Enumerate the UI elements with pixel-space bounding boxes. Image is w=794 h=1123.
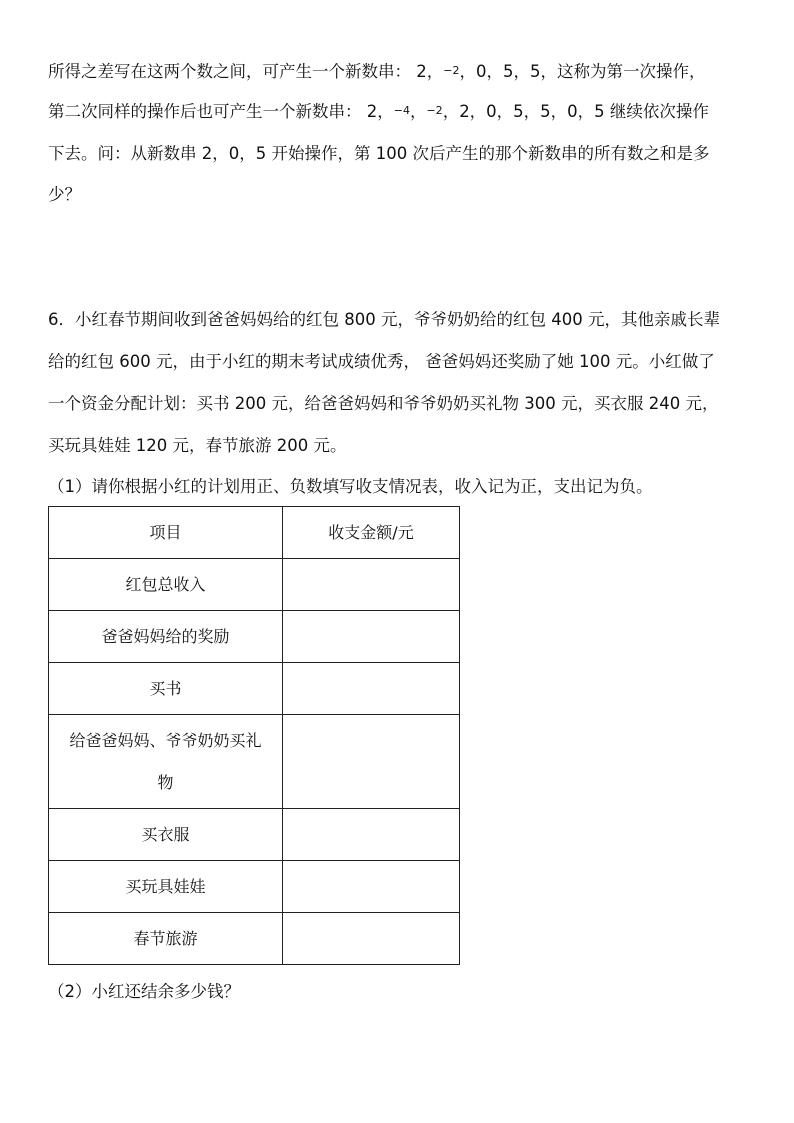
table-row — [49, 663, 460, 715]
problem6-part-2-question: （2）小红还结余多少钱？ — [48, 982, 240, 1001]
row-item-label-line-1: 给爸爸妈妈、爷爷奶奶买礼 — [69, 730, 262, 750]
row-item-label: 春节旅游 — [49, 913, 283, 965]
row-item-label: 红包总收入 — [49, 559, 283, 611]
problem5-line-2 — [48, 100, 709, 123]
row-item-label: 爸爸妈妈给的奖励 — [49, 611, 283, 663]
sequence-rest: ，2，0，5，5，0，5 继续依次操作 — [442, 102, 709, 121]
problem5-line-2-text: 第二次同样的操作后也可产生一个新数串： — [48, 102, 362, 121]
row-amount-cell[interactable] — [283, 715, 460, 809]
table-header-amount: 收支金额/元 — [283, 507, 460, 559]
negative-number: −4 — [393, 104, 410, 117]
table-header-item: 项目 — [49, 507, 283, 559]
negative-number: −2 — [443, 64, 460, 77]
problem6-line-1: 6．小红春节期间收到爸爸妈妈给的红包 800 元，爷爷奶奶给的红包 400 元，其他亲戚长辈 — [48, 310, 720, 329]
problem5-line-1 — [48, 60, 705, 83]
table-row — [49, 715, 460, 809]
problem5-line-4: 少？ — [48, 185, 81, 204]
row-amount-cell[interactable] — [283, 559, 460, 611]
negative-number: −2 — [426, 104, 443, 117]
row-amount-cell[interactable] — [283, 861, 460, 913]
problem5-line-3: 下去。问：从新数串 2，0，5 开始操作，第 100 次后产生的那个新数串的所有数之和是多 — [48, 144, 710, 163]
problem6-line-4: 买玩具娃娃 120 元，春节旅游 200 元。 — [48, 436, 347, 455]
income-expense-table — [48, 506, 460, 965]
table-header-row — [49, 507, 460, 559]
row-item-label: 买玩具娃娃 — [49, 861, 283, 913]
sequence-start: 2， — [416, 62, 444, 81]
sequence-start: 2， — [366, 102, 394, 121]
row-amount-cell[interactable] — [283, 809, 460, 861]
problem5-line-1-text: 所得之差写在这两个数之间，可产生一个新数串： — [48, 62, 411, 81]
row-item-label: 买书 — [49, 663, 283, 715]
problem6-line-3: 一个资金分配计划：买书 200 元，给爸爸妈妈和爷爷奶奶买礼物 300 元，买衣服 240 元， — [48, 394, 719, 413]
table-row — [49, 913, 460, 965]
table-row — [49, 611, 460, 663]
sequence-separator: ， — [409, 102, 427, 121]
problem6-line-2: 给的红包 600 元，由于小红的期末考试成绩优秀， 爸爸妈妈还奖励了她 100 元。小红做了 — [48, 352, 715, 371]
row-item-label-line-2: 物 — [157, 772, 174, 792]
sequence-rest: ，0，5，5，这称为第一次操作， — [459, 62, 706, 81]
table-row — [49, 861, 460, 913]
table-row — [49, 809, 460, 861]
problem6-part-1-question: （1）请你根据小红的计划用正、负数填写收支情况表，收入记为正，支出记为负。 — [48, 477, 653, 496]
row-item-label: 买衣服 — [49, 809, 283, 861]
row-amount-cell[interactable] — [283, 611, 460, 663]
row-item-label-multiline — [49, 715, 283, 809]
table-row — [49, 559, 460, 611]
row-amount-cell[interactable] — [283, 663, 460, 715]
row-amount-cell[interactable] — [283, 913, 460, 965]
